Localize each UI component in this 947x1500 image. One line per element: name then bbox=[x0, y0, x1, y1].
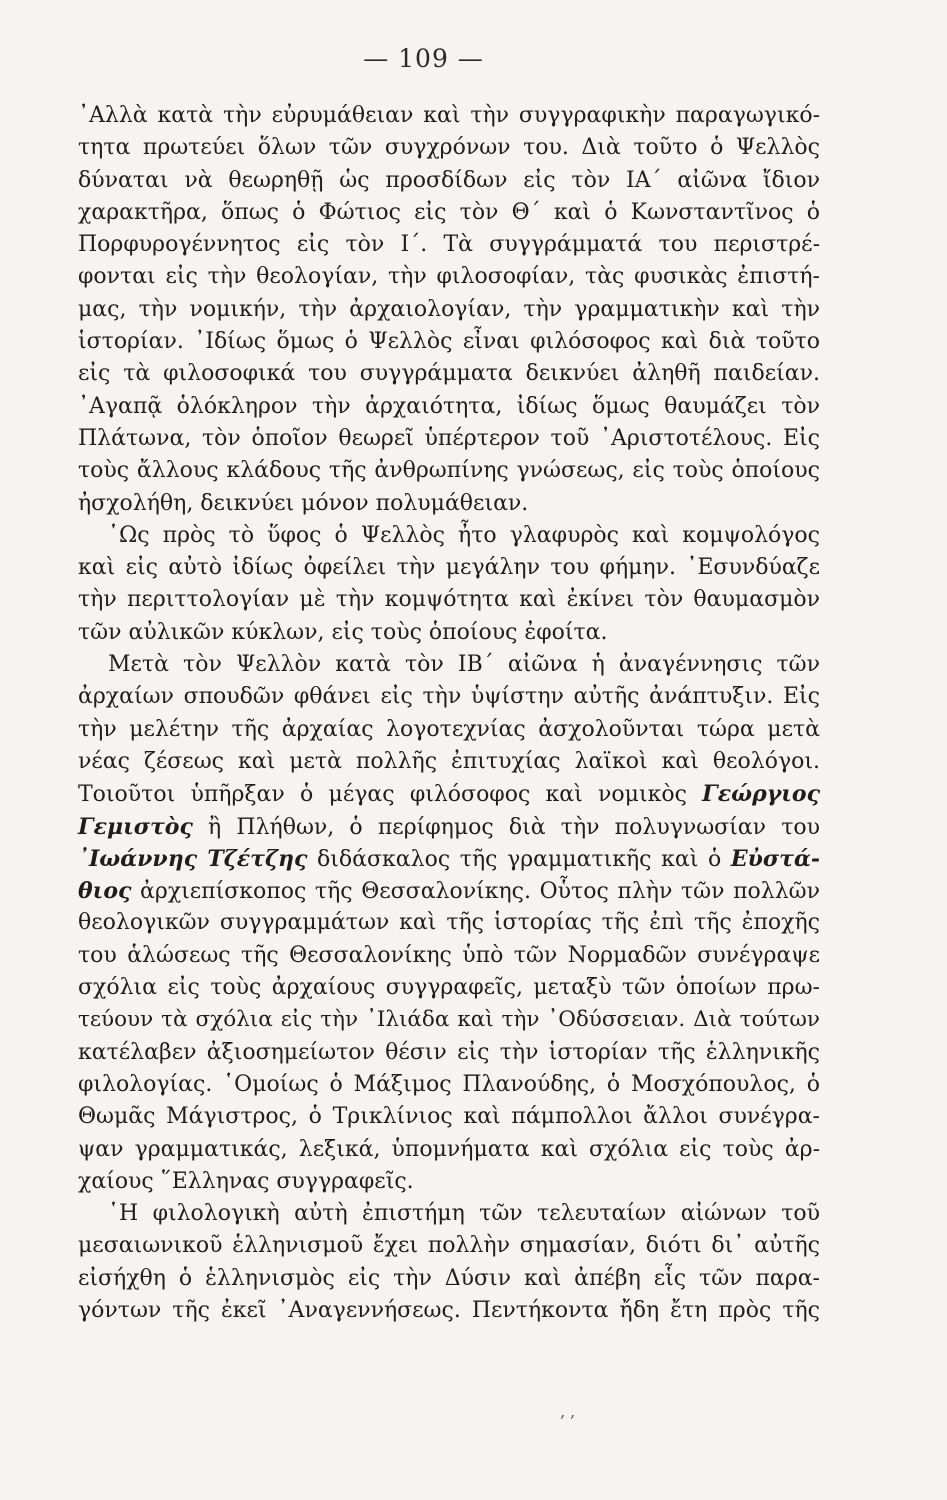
body-text bbox=[78, 100, 820, 1327]
text-line bbox=[78, 1037, 820, 1069]
text-line bbox=[78, 488, 820, 520]
line-text: θεολογικῶν συγγραμμάτων καὶ τῆς ἱστορίας τῆς ἐπὶ τῆς ἐποχῆς bbox=[78, 910, 820, 936]
text-line bbox=[78, 1004, 820, 1036]
text-line bbox=[78, 940, 820, 972]
line-text: ἀρχιεπίσκοπος τῆς Θεσσαλονίκης. Οὗτος πλὴν τῶν πολλῶν bbox=[140, 879, 820, 905]
text-line bbox=[78, 778, 820, 810]
text-line bbox=[78, 972, 820, 1004]
line-text: ψαν γραμματικάς, λεξικά, ὑπομνήματα καὶ σχόλια εἰς τοὺς ἀρ- bbox=[78, 1136, 820, 1162]
line-text: μας, τὴν νομικήν, τὴν ἀρχαιολογίαν, τὴν γραμματικὴν καὶ τὴν bbox=[78, 296, 820, 322]
line-text: εἰσήχθη ὁ ἑλληνισμὸς εἰς τὴν Δύσιν καὶ ἀπέβη εἷς τῶν παρα- bbox=[78, 1265, 820, 1291]
text-line bbox=[78, 1069, 820, 1101]
emphasized-name: ᾿Ιωάννης Τζέτζης bbox=[78, 845, 308, 872]
line-text: τεύουν τὰ σχόλια εἰς τὴν ᾿Ιλιάδα καὶ τὴν ᾿Οδύσσειαν. Διὰ τούτων bbox=[78, 1007, 820, 1033]
line-text: ᾿Αλλὰ κατὰ τὴν εὐρυμάθειαν καὶ τὴν συγγραφικὴν παραγωγικό- bbox=[78, 103, 820, 128]
line-text: χαίους ῞Ελληνας συγγραφεῖς. bbox=[78, 1168, 414, 1194]
line-text: ἢ Πλήθων, ὁ περίφημος διὰ τὴν πολυγνωσίαν του bbox=[208, 814, 820, 840]
line-text: τῶν αὐλικῶν κύκλων, εἰς τοὺς ὁποίους ἐφοίτα. bbox=[78, 619, 608, 645]
line-text: τητα πρωτεύει ὅλων τῶν συγχρόνων του. Διὰ τοῦτο ὁ Ψελλὸς bbox=[78, 135, 820, 161]
bottom-mark: ‚ , bbox=[560, 1402, 576, 1421]
text-line bbox=[78, 391, 820, 423]
text-line bbox=[78, 1198, 820, 1230]
text-line bbox=[78, 811, 820, 843]
line-text: του ἁλώσεως τῆς Θεσσαλονίκης ὑπὸ τῶν Νορμαδῶν συνέγραψε bbox=[78, 942, 820, 968]
text-line bbox=[78, 197, 820, 229]
text-line bbox=[78, 1101, 820, 1133]
line-text: ῾Ως πρὸς τὸ ὕφος ὁ Ψελλὸς ἦτο γλαφυρὸς καὶ κομψολόγος bbox=[108, 522, 820, 548]
line-text: ῾Η φιλολογικὴ αὐτὴ ἐπιστήμη τῶν τελευταίων αἰώνων τοῦ bbox=[108, 1201, 820, 1227]
text-line bbox=[78, 714, 820, 746]
text-line bbox=[78, 617, 820, 649]
page-number: — 109 — bbox=[363, 44, 484, 73]
emphasized-name: θιος bbox=[78, 878, 132, 905]
line-text: μεσαιωνικοῦ ἑλληνισμοῦ ἔχει πολλὴν σημασίαν, διότι δι᾿ αὐτῆς bbox=[78, 1233, 820, 1259]
text-line bbox=[78, 326, 820, 358]
line-text: τὴν μελέτην τῆς ἀρχαίας λογοτεχνίας ἀσχολοῦνται τώρα μετὰ bbox=[78, 716, 820, 742]
line-text: τὴν περιττολογίαν μὲ τὴν κομψότητα καὶ ἐκίνει τὸν θαυμασμὸν bbox=[78, 587, 820, 613]
line-text: γόντων τῆς ἐκεῖ ᾿Αναγεννήσεως. Πεντήκοντα ἤδη ἔτη πρὸς τῆς bbox=[78, 1297, 820, 1323]
line-text: κατέλαβεν ἀξιοσημείωτον θέσιν εἰς τὴν ἱστορίαν τῆς ἑλληνικῆς bbox=[78, 1039, 820, 1065]
text-line bbox=[78, 165, 820, 197]
line-text: ἀρχαίων σπουδῶν φθάνει εἰς τὴν ὑψίστην αὐτῆς ἀνάπτυξιν. Εἰς bbox=[78, 684, 820, 710]
text-line bbox=[78, 1166, 820, 1198]
line-text: τοὺς ἄλλους κλάδους τῆς ἀνθρωπίνης γνώσεως, εἰς τοὺς ὁποίους bbox=[78, 458, 820, 484]
text-line bbox=[78, 229, 820, 261]
emphasized-name: Γεμιστὸς bbox=[78, 813, 193, 840]
text-line bbox=[78, 132, 820, 164]
text-line bbox=[78, 552, 820, 584]
text-line bbox=[78, 1295, 820, 1327]
line-text: ἠσχολήθη, δεικνύει μόνον πολυμάθειαν. bbox=[78, 490, 529, 516]
text-line bbox=[78, 294, 820, 326]
line-text: καὶ εἰς αὐτὸ ἰδίως ὀφείλει τὴν μεγάλην του φήμην. ᾿Εσυνδύαζε bbox=[78, 555, 820, 581]
text-line bbox=[78, 681, 820, 713]
text-line bbox=[78, 261, 820, 293]
line-text: εἰς τὰ φιλοσοφικά του συγγράμματα δεικνύει ἀληθῆ παιδείαν. bbox=[78, 361, 820, 387]
text-line bbox=[78, 455, 820, 487]
text-line bbox=[78, 746, 820, 778]
line-text: διδάσκαλος τῆς γραμματικῆς καὶ ὁ bbox=[317, 846, 722, 872]
text-line bbox=[78, 875, 820, 907]
text-line bbox=[78, 907, 820, 939]
text-line bbox=[78, 1134, 820, 1166]
line-text: σχόλια εἰς τοὺς ἀρχαίους συγγραφεῖς, μεταξὺ τῶν ὁποίων πρω- bbox=[78, 975, 820, 1001]
text-line bbox=[78, 1230, 820, 1262]
text-line bbox=[78, 423, 820, 455]
line-text: φονται εἰς τὴν θεολογίαν, τὴν φιλοσοφίαν, τὰς φυσικὰς ἐπιστή- bbox=[78, 264, 820, 290]
line-text: Πλάτωνα, τὸν ὁποῖον θεωρεῖ ὑπέρτερον τοῦ ᾿Αριστοτέλους. Εἰς bbox=[78, 425, 820, 451]
text-line bbox=[78, 520, 820, 552]
line-text: ἱστορίαν. ᾿Ιδίως ὅμως ὁ Ψελλὸς εἶναι φιλόσοφος καὶ διὰ τοῦτο bbox=[78, 329, 820, 355]
line-text: Πορφυρογέννητος εἰς τὸν Ι΄. Τὰ συγγράμματά του περιστρέ- bbox=[78, 232, 820, 258]
line-text: δύναται νὰ θεωρηθῇ ὡς προσδίδων εἰς τὸν ΙΑ΄ αἰῶνα ἴδιον bbox=[78, 167, 820, 193]
text-line bbox=[78, 358, 820, 390]
line-text: Μετὰ τὸν Ψελλὸν κατὰ τὸν ΙΒ΄ αἰῶνα ἡ ἀναγέννησις τῶν bbox=[108, 652, 820, 678]
line-text: ᾿Αγαπᾷ ὁλόκληρον τὴν ἀρχαιότητα, ἰδίως ὅμως θαυμάζει τὸν bbox=[78, 393, 820, 419]
line-text: χαρακτῆρα, ὅπως ὁ Φώτιος εἰς τὸν Θ΄ καὶ ὁ Κωνσταντῖνος ὁ bbox=[78, 199, 820, 225]
text-line bbox=[78, 584, 820, 616]
emphasized-name: Εὐστά- bbox=[730, 845, 821, 872]
emphasized-name: Γεώργιος bbox=[702, 781, 820, 808]
line-text: νέας ζέσεως καὶ μετὰ πολλῆς ἐπιτυχίας λαϊκοὶ καὶ θεολόγοι. bbox=[78, 748, 820, 774]
text-line bbox=[78, 843, 820, 875]
text-line bbox=[78, 1263, 820, 1295]
line-text: Τοιοῦτοι ὑπῆρξαν ὁ μέγας φιλόσοφος καὶ νομικὸς bbox=[78, 782, 687, 808]
line-text: Θωμᾶς Μάγιστρος, ὁ Τρικλίνιος καὶ πάμπολλοι ἄλλοι συνέγρα- bbox=[78, 1104, 820, 1130]
text-line bbox=[78, 100, 820, 132]
text-line bbox=[78, 649, 820, 681]
line-text: φιλολογίας. ῾Ομοίως ὁ Μάξιμος Πλανούδης, ὁ Μοσχόπουλος, ὁ bbox=[78, 1071, 820, 1097]
